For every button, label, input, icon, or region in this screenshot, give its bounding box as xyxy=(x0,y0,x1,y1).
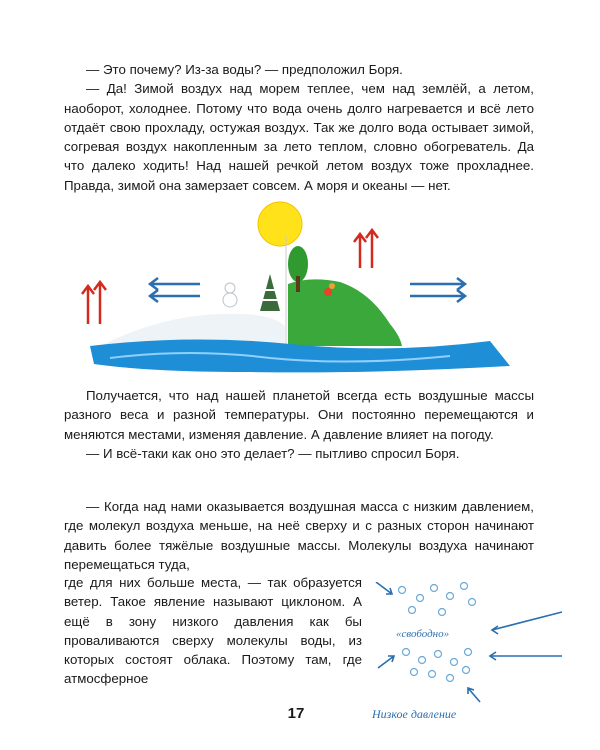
sun-icon xyxy=(258,202,302,246)
low-pressure-caption: Низкое давление xyxy=(372,707,457,721)
warm-air-arrows-right xyxy=(354,230,378,268)
paragraph: Получается, что над нашей планетой всегда есть воздушные массы разного веса и разной температуры. Они постоянно перемещаются и меняются местами, изменяя давление. А давление влияет на погоду. xyxy=(64,388,534,442)
cold-air-arrows-right xyxy=(410,278,465,302)
illustration-land-sea xyxy=(70,196,540,374)
paragraph: — Когда над нами оказывается воздушная масса с низким давлением, где молекул воздуха меньше, на неё сверху и с разных сторон начинают давить более тяжёлые воздушные массы. Молекулы воздуха начинают перемещаться туда, xyxy=(64,499,534,572)
green-land xyxy=(288,279,402,346)
warm-air-arrows-left xyxy=(82,282,106,324)
text-block-middle xyxy=(64,386,534,463)
low-pressure-diagram xyxy=(372,582,572,722)
dialogue-line: — Это почему? Из-за воды? — предположил Боря. xyxy=(86,62,403,77)
page-number: 17 xyxy=(287,705,305,722)
snowman-icon xyxy=(223,293,237,307)
dialogue-line: — И всё-таки как оно это делает? — пытливо спросил Боря. xyxy=(86,445,460,461)
text-block-top xyxy=(64,60,534,195)
text-block-answer xyxy=(64,497,534,574)
paragraph: — Да! Зимой воздух над морем теплее, чем над землёй, а летом, наоборот, холоднее. Потому что вода очень долго нагревается и всё лето отдаёт свою прохладу, остужая воздух. Так же долго вода остывает зимой, согревая воздух накопленным за лето теплом, словно обогреватель. Да что далеко ходить! Над нашей речкой летом воздух тоже прохладнее. Правда, зимой она замерзает совсем. А моря и океаны — нет. xyxy=(64,81,534,193)
winter-tree-icon xyxy=(260,274,280,311)
text-block-answer-continued: где для них больше места, — так образуется ветер. Такое явление называют циклоном. А ещё в зону низкого давления как бы проваливаются сверху молекулы воды, из которых состоят облака. Поэтому там, где атмосферное xyxy=(64,575,362,687)
flower-icon xyxy=(324,288,332,296)
cold-air-arrows-left xyxy=(150,278,200,302)
free-label: «свободно» xyxy=(396,628,450,640)
